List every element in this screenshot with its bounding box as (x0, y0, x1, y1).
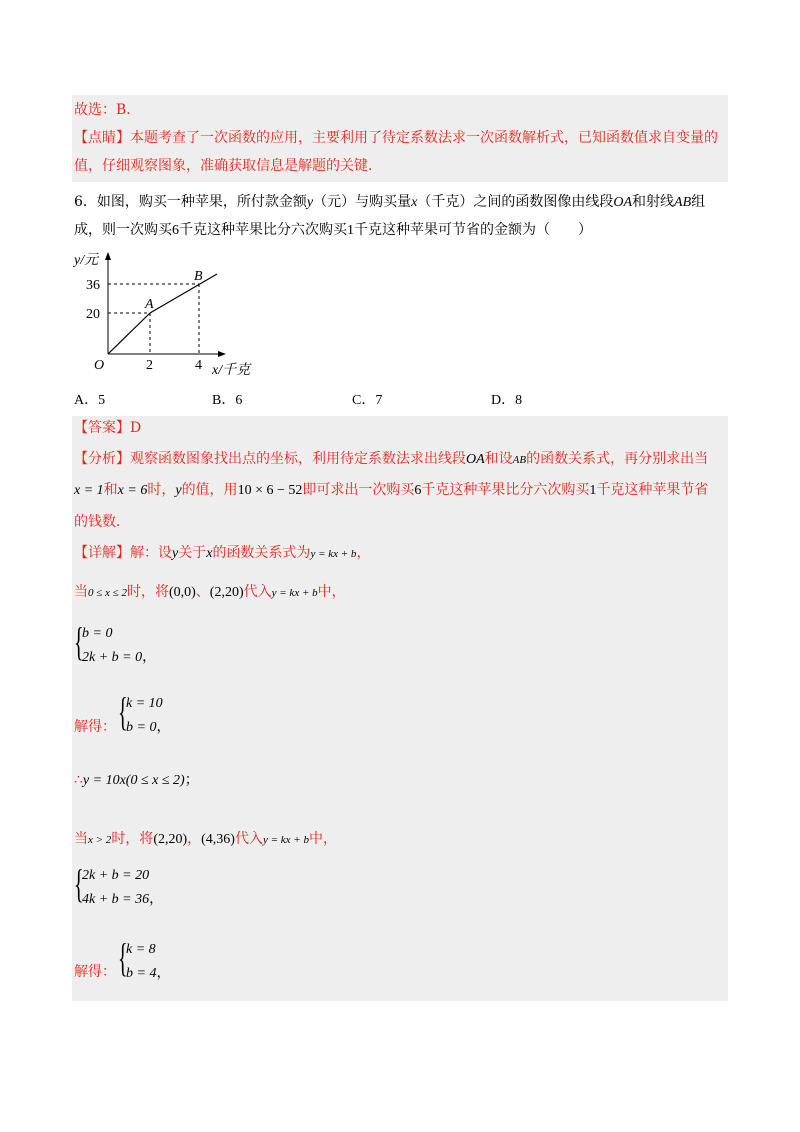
dianjing-line-1 (74, 128, 718, 148)
d-math: 0 ≤ x ≤ 2 (88, 587, 127, 599)
d-text: 当 (74, 584, 88, 600)
detail-line-2 (74, 582, 346, 603)
q-var-x: x (411, 195, 418, 210)
solution-system-2 (118, 935, 218, 982)
d-math: y = kx + b (310, 548, 357, 560)
d-math: (2,20) (209, 585, 244, 600)
d-text: 关于 (178, 545, 207, 561)
point-a-label: A (145, 297, 154, 312)
therefore-sign: ∴ (74, 772, 83, 788)
d-text: 代入 (234, 831, 263, 847)
q-text: （元）与购买量 (313, 194, 412, 210)
a-math: 10 × 6 − 52 (237, 483, 303, 498)
solve-label-2: 解得： (74, 964, 116, 980)
a-math: 1 (589, 483, 597, 498)
d-math: y (172, 546, 179, 561)
dianjing-tag: 【点睛】 (74, 130, 130, 146)
solution-system-1 (118, 689, 218, 736)
system-row-text: 2k + b = 0 (82, 650, 143, 665)
option-c[interactable]: C．7 (352, 393, 383, 408)
d-text: 时，将 (111, 831, 154, 847)
d-text: 中， (308, 831, 337, 847)
q-text: （千克）之间的函数图像由线段 (417, 194, 614, 210)
d-text: 中， (317, 584, 346, 600)
d-math: x > 2 (88, 834, 112, 846)
d-text: ， (356, 545, 371, 561)
dianjing-text-1: 本题考查了一次函数的应用，主要利用了待定系数法求一次函数解析式，已知函数值求自变量的 (130, 130, 718, 146)
d-math: y = 10x(0 ≤ x ≤ 2) (82, 773, 185, 788)
question-line-2 (74, 220, 592, 241)
q-text: 成，则一次购买 (74, 222, 172, 238)
choice-line: 故选：B． (74, 102, 141, 118)
q-text: 6．如图，购买一种苹果，所付款金额 (74, 194, 307, 210)
system-end: ， (156, 966, 171, 981)
a-text: 的函数关系式，再分别求出当 (526, 451, 709, 467)
a-math: x = 6 (117, 483, 148, 498)
d-math: (4,36) (201, 832, 235, 847)
a-math: y (175, 483, 182, 498)
answer-tag: 【答案】 (74, 420, 130, 436)
q-num: 1 (347, 223, 354, 238)
system-row-text: 4k + b = 36 (82, 892, 150, 907)
q-text: 千克这种苹果可节省的金额为（ ） (354, 222, 592, 238)
d-text: 当 (74, 831, 88, 847)
system-row: k = 8 (126, 942, 156, 957)
a-text: 即可求出一次购买 (302, 482, 415, 498)
d-math: y = kx + b (262, 834, 309, 846)
q-seg-oa: OA (613, 195, 633, 210)
segment-oa (108, 313, 150, 354)
system-row-text: b = 4 (126, 966, 157, 981)
d-text: 、 (195, 584, 210, 600)
system-row: b = 0 (82, 626, 113, 641)
y-tick-20: 20 (86, 307, 100, 322)
d-text: ； (184, 772, 199, 788)
d-text: 解：设 (130, 545, 172, 561)
system-row (82, 646, 156, 666)
a-seg-ab: AB (512, 454, 527, 466)
system-row: k = 10 (126, 696, 163, 711)
point-b-label: B (194, 269, 203, 284)
a-text: 观察函数图象找出点的坐标，利用待定系数法求出线段 (130, 451, 466, 467)
d-text: ， (187, 831, 202, 847)
origin-label: O (94, 358, 105, 373)
d-math: (0,0) (168, 585, 196, 600)
d-math: x (206, 546, 213, 561)
equation-system-1 (74, 619, 174, 666)
option-a[interactable]: A．5 (74, 393, 106, 408)
brace: { (74, 861, 84, 906)
detail-tag: 【详解】 (74, 545, 130, 561)
option-b[interactable]: B．6 (212, 393, 243, 408)
x-tick-2: 2 (146, 358, 153, 373)
system-row (126, 716, 170, 736)
therefore-line (74, 770, 199, 791)
d-text: 代入 (243, 584, 272, 600)
d-text: 时，将 (126, 584, 169, 600)
y-axis-label: y/元 (74, 253, 99, 268)
system-end: ， (142, 650, 157, 665)
a-text: 和设 (484, 451, 513, 467)
answer-line (74, 418, 141, 438)
equation-system-2 (74, 861, 194, 908)
q-var-y: y (306, 195, 314, 210)
option-d[interactable]: D．8 (491, 393, 523, 408)
solve-label-1: 解得： (74, 719, 116, 735)
analysis-line-1 (74, 449, 708, 470)
q-text: 和射线 (632, 194, 675, 210)
d-math: (2,20) (153, 832, 188, 847)
d-text: 的函数关系式为 (212, 545, 311, 561)
y-axis-arrow (105, 252, 111, 260)
system-row (126, 962, 170, 982)
detail-line-3 (74, 829, 337, 850)
analysis-line-2 (74, 480, 708, 501)
a-text: 的值，用 (181, 482, 238, 498)
system-row-text: b = 0 (126, 720, 157, 735)
a-text: 和 (103, 482, 118, 498)
system-row: 2k + b = 20 (82, 868, 150, 883)
q-num: 6 (172, 223, 179, 238)
a-seg-oa: OA (466, 452, 485, 467)
x-axis-arrow (218, 351, 226, 357)
a-text: 时， (147, 482, 176, 498)
d-math: y = kx + b (271, 587, 318, 599)
brace: { (118, 689, 128, 734)
system-row (82, 888, 163, 908)
detail-line-1 (74, 543, 370, 564)
ray-ab (150, 274, 217, 313)
question-line-1 (74, 192, 705, 213)
function-graph (70, 250, 270, 380)
system-end: ， (149, 892, 164, 907)
q-text: 千克这种苹果比分六次购买 (179, 222, 347, 238)
y-tick-36: 36 (86, 278, 100, 293)
a-text: 千克这种苹果比分六次购买 (421, 482, 590, 498)
dianjing-line-2: 值，仔细观察图象，准确获取信息是解题的关键． (74, 158, 382, 174)
a-math: 6 (414, 483, 422, 498)
x-tick-4: 4 (195, 358, 202, 373)
a-math: x = 1 (74, 483, 104, 498)
q-ray-ab: AB (674, 195, 692, 210)
brace: { (118, 935, 128, 980)
analysis-tag: 【分析】 (74, 451, 130, 467)
a-text: 千克这种苹果节省 (596, 482, 709, 498)
system-end: ， (156, 720, 171, 735)
answer-value: D (130, 420, 142, 436)
x-axis-label: x/千克 (212, 363, 251, 378)
q-text: 组 (691, 194, 706, 210)
brace: { (74, 619, 84, 664)
analysis-line-3: 的钱数． (74, 514, 130, 530)
